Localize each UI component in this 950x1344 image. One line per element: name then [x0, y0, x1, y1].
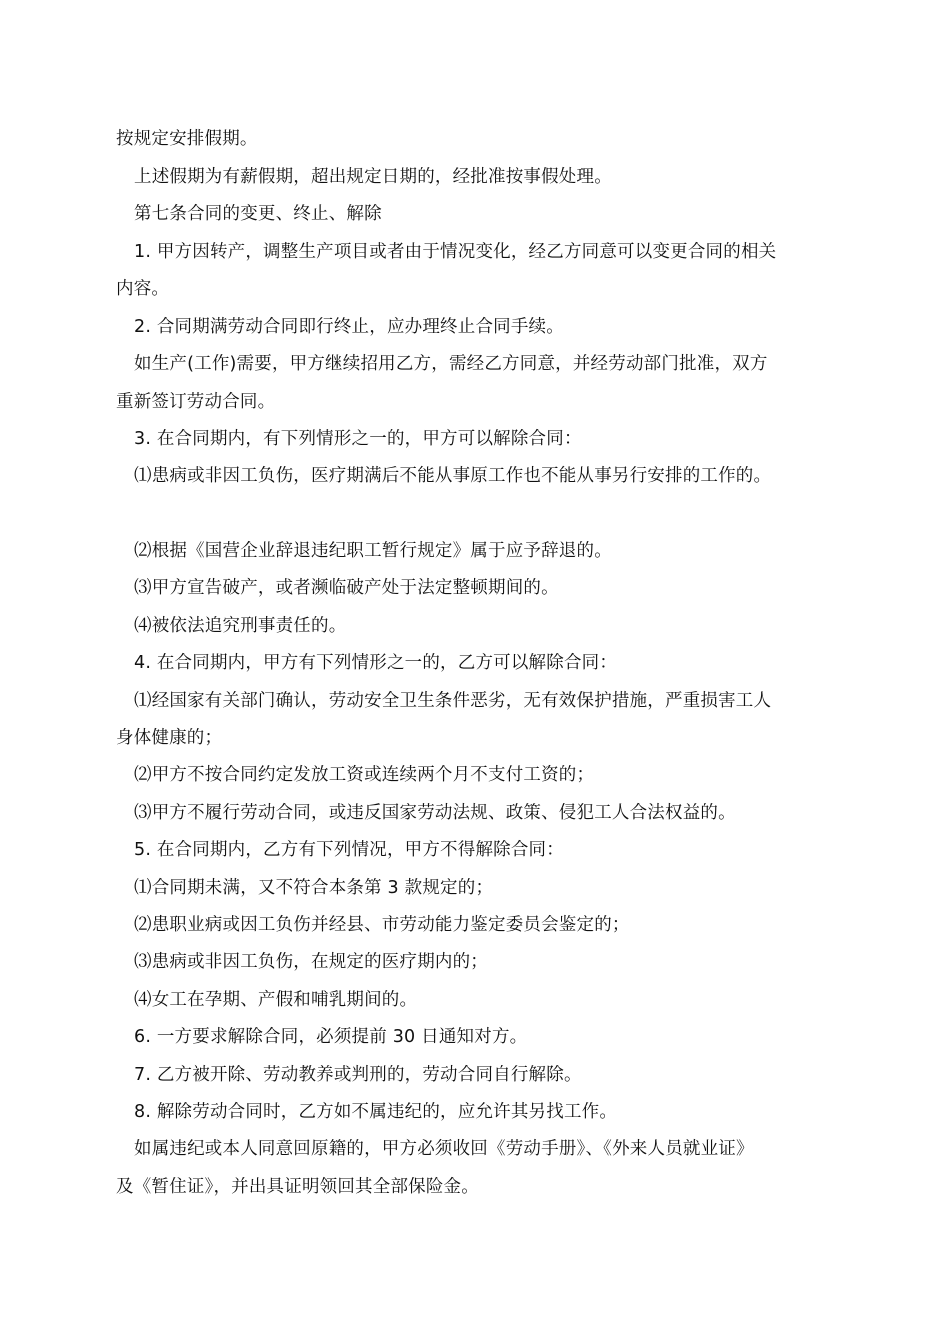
paragraph-line: 2. 合同期满劳动合同即行终止，应办理终止合同手续。: [134, 317, 564, 337]
paragraph-line: 6. 一方要求解除合同，必须提前 30 日通知对方。: [134, 1027, 528, 1047]
paragraph-line: ⑶患病或非因工负伤，在规定的医疗期内的；: [134, 952, 488, 972]
paragraph-line: 按规定安排假期。: [116, 129, 258, 149]
section-heading: 第七条合同的变更、终止、解除: [134, 204, 382, 224]
paragraph-line: ⑶甲方宣告破产，或者濒临破产处于法定整顿期间的。: [134, 578, 559, 598]
paragraph-line: 上述假期为有薪假期，超出规定日期的，经批准按事假处理。: [134, 167, 612, 187]
paragraph-line: 1. 甲方因转产，调整生产项目或者由于情况变化，经乙方同意可以变更合同的相关: [134, 242, 777, 262]
paragraph-line: 3. 在合同期内，有下列情形之一的，甲方可以解除合同：: [134, 429, 582, 449]
paragraph-line: ⑴患病或非因工负伤，医疗期满后不能从事原工作也不能从事另行安排的工作的。: [134, 466, 772, 486]
paragraph-line: 身体健康的；: [116, 728, 223, 748]
paragraph-line: ⑵患职业病或因工负伤并经县、市劳动能力鉴定委员会鉴定的；: [134, 915, 630, 935]
paragraph-line: ⑷被依法追究刑事责任的。: [134, 616, 347, 636]
paragraph-line: ⑴经国家有关部门确认，劳动安全卫生条件恶劣，无有效保护措施，严重损害工人: [134, 691, 772, 711]
paragraph-line: 重新签订劳动合同。: [116, 392, 276, 412]
paragraph-line: 5. 在合同期内，乙方有下列情况，甲方不得解除合同：: [134, 840, 564, 860]
paragraph-line: 8. 解除劳动合同时，乙方如不属违纪的，应允许其另找工作。: [134, 1102, 618, 1122]
paragraph-line: 如属违纪或本人同意回原籍的，甲方必须收回《劳动手册》、《外来人员就业证》: [134, 1139, 754, 1159]
paragraph-line: 如生产(工作)需要，甲方继续招用乙方，需经乙方同意，并经劳动部门批准，双方: [134, 354, 768, 374]
paragraph-line: ⑴合同期未满，又不符合本条第 3 款规定的；: [134, 878, 494, 898]
paragraph-line: ⑶甲方不履行劳动合同，或违反国家劳动法规、政策、侵犯工人合法权益的。: [134, 803, 736, 823]
paragraph-line: ⑵甲方不按合同约定发放工资或连续两个月不支付工资的；: [134, 765, 595, 785]
paragraph-line: 4. 在合同期内，甲方有下列情形之一的，乙方可以解除合同：: [134, 653, 618, 673]
paragraph-line: 内容。: [116, 279, 170, 299]
paragraph-line: 及《暂住证》，并出具证明领回其全部保险金。: [116, 1177, 479, 1197]
paragraph-line: ⑵根据《国营企业辞退违纪职工暂行规定》属于应予辞退的。: [134, 541, 612, 561]
paragraph-line: ⑷女工在孕期、产假和哺乳期间的。: [134, 990, 418, 1010]
paragraph-line: 7. 乙方被开除、劳动教养或判刑的，劳动合同自行解除。: [134, 1065, 582, 1085]
